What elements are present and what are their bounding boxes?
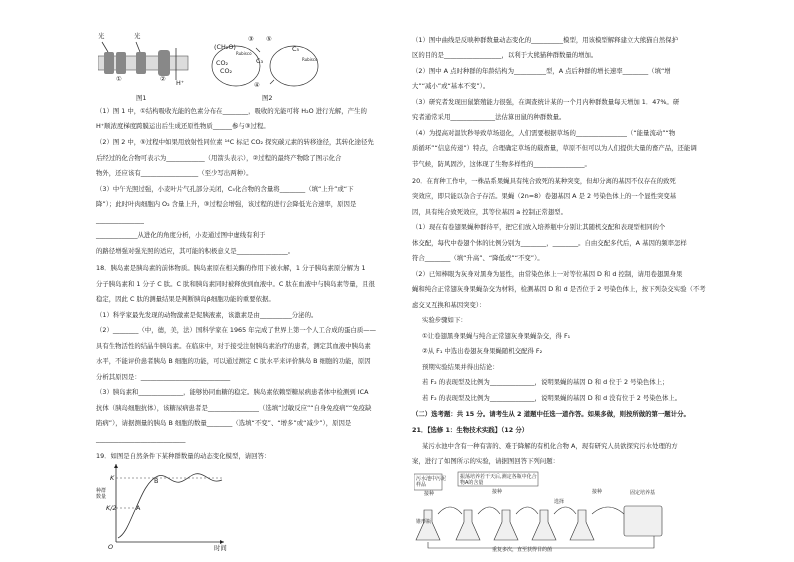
q17-line-3: （2）图 2 中，⑤过程中如果用放射性同位素 ¹⁴C 标记 CO₂ 探究碳元素的转移途径，其转化途径先 [96,138,374,146]
fig2-marker-4: ④ [254,81,260,89]
q19-right-line-9: 节气候，防风固沙，这体现了生物多样性的________________。 [412,160,591,168]
q17-line-4: 后经过的化合物可表示为____________（用箭头表示），②过程的最终产物除了图示化合 [96,154,342,162]
q19-intro: 19．如图是自然条件下某种群数量的动态变化模型，请回答： [96,452,271,460]
graph-x-axis-label: 时间 [214,544,227,552]
q20-line-7: （2）已知棒眼为灰身对黑身为显性，由常染色体上一对等位基因 D 和 d 控制，请用卷翅黑身果 [412,270,683,278]
q20-line-5: 体交配，每代中卷翅个体的比例分别为________，________。自由交配多代后，A 基因的频率怎样 [412,239,687,247]
q17-line-1: （1）图 1 中，①结构吸收光能的色素分布在________，吸收的光能可将 H₂O 进行光解，产生的 [96,107,367,115]
q20-line-2: 突效应，即只能以杂合子存活。果蝇（2n=8）卷翅基因 A 是 2 号染色体上的一个显性突变基 [412,192,677,200]
q17-line-7: 降”）；此时叶肉细胞内 O₂ 含量上升，③过程会增强，该过程的进行会降低光合速率，原因是 [96,200,357,208]
fig1-marker-2: ② [160,75,166,83]
graph-origin-label: O [108,543,114,551]
q21-line-2: 案，进行了如图所示的实验，请据图回答下列问题： [412,457,559,465]
q19-right-line-2: 区的目的是__________________，以利于大熊猫种群数量的增加。 [412,51,598,59]
fig2-co2-label-2: CO₂ [220,67,233,75]
q20-line-14: 若 F₂ 的表现型及比例为______________，说明果蝇的基因 D 和 d 位于 2 号染色体上； [422,378,669,386]
diagram-flask-label: 锥形瓶 [416,519,432,525]
q20-line-15: 若 F₂ 的表现型及比例为______________，说明果蝇的基因 D 和 d 没有位于 2 号染色体上。 [422,394,682,402]
fig2-marker-5: ⑤ [266,35,272,43]
q18-line-2: 分子胰岛素和 1 分子 C 肽。C 肽和胰岛素同时被释放到血液中。C 肽在血液中与胰岛素等量，且很 [96,280,375,288]
q19-right-line-4: 大”“减小”或“基本不变”）。 [412,82,490,90]
q20-line-10: 实验步骤如下： [422,316,467,324]
q21-title: 21．【选修 1：生物技术实践】（12 分） [412,426,529,434]
diagram-step-label: 振荡培养若干天后,测定各瓶中化合物A的含量 [460,474,537,486]
fig2-co2-label-1: CO₂ [216,59,229,67]
fig2-caption: 图2 [262,94,273,102]
q18-line-8: 分析其原因是：____________________________ [96,373,231,381]
q20-line-12: ②从 F₁ 中选出卷翅灰身果蝇随机交配得 F₂ [422,347,543,355]
q18-line-12: ____________________________ [96,435,186,443]
graph-point-a: A [136,504,141,512]
q18-line-1: 18．胰岛素是胰岛素的前体物质。胰岛素原在相关酶的作用下被水解，1 分子胰岛素原分解为 1 [96,264,366,272]
fig2-ch2o-label: (CH₂O) [214,43,236,51]
q18-line-7: 水平，不能评价患者胰岛 B 细胞的功能，可以通过测定 C 肽水平来评价胰岛 B 细胞的功能，原因 [96,357,371,365]
q18-line-11: 陷病”），请据测量的胰岛 B 细胞的数量________（选填“不变”、“增多”或“减少”），原因是 [96,419,352,427]
graph-point-b: B [154,477,159,485]
elective-section-title: （二）选考题：共 15 分。请考生从 2 道题中任选一道作答。如果多做，则按所做的第一题计分。 [412,410,690,418]
graph-k2-label: K/2 [106,504,117,512]
q19-right-line-3: （2）图中 A 点时种群的年龄结构为__________型，A 点后种群的增长速率________（填“增 [412,67,671,75]
experiment-flow-diagram [414,470,676,556]
q18-line-3: 稳定，因此 C 肽的测量结果是判断胰岛β细胞功能的重要依据。 [96,295,275,303]
q17-line-10: 的路径增强对强光照的适应，其可能的积极意义是________________。 [96,247,295,255]
right-column [412,0,730,562]
q17-line-5: 物外，还应该有__________________（至少写出两种）。 [96,169,253,177]
q20-line-1: 20．在育种工作中，一株品系果蝇具有纯合致死的某种突变，但却分离的基因不仅存在的致死 [412,177,676,185]
q18-line-10: 抗体（胰岛细胞抗体），该糖尿病患者是________________（选填“过敏反应”“自身免疫病”“免疫缺 [96,404,372,412]
q20-line-3: 因，具有纯合致死效应，其等位基因 a 控制正常翅型。 [412,208,567,216]
diagram-bottom-label: 重复多次，直至获得目的菌 [492,547,553,553]
q19-right-line-7: （4）为提高对温饮秒导致草场退化，人们需要根据草场的________________（“能量流动”“物 [412,129,676,137]
q17-line-8: _______________ [96,216,144,224]
diagram-inoculate-label-1: 接种 [592,489,603,495]
diagram-select-label: 选择 [554,499,565,505]
fig2-rubisco-label-2: Rubisco [302,57,318,62]
q18-line-4: （1）科学家最先发现的动物激素是促胰液素，该激素是由__________分泌的。 [96,311,318,319]
graph-y-axis-label: 种群数量 [96,488,107,500]
q19-right-line-6: 究者通常采用______________法估算田鼠的种群数量。 [412,113,566,121]
q19-right-line-8: 质循环”“信息传递”）特点，合理确定草场的载畜量，草原不但可以为人们提供大量的畜产品，还能调 [412,144,697,152]
fig1-light-label-2: 光 [134,32,141,40]
q18-line-9: （3）胰岛素和______________，能够协同血糖的稳定。胰岛素依赖型糖尿病患者体中检测到 ICA [96,388,369,396]
diagram-left-inoculate-label: 接种 [424,491,435,497]
fig2-marker-3: ③ [248,35,254,43]
q20-line-11: ①让卷翅黑身果蝇与纯合正常翅灰身果蝇杂交，得 F₁ [422,332,571,340]
q17-line-2: H⁺顺浓度梯度跨膜运出后生成还原性物质______参与③过程。 [96,122,270,130]
figure-1-membrane [98,36,190,100]
q19-right-line-5: （3）研究者发现田鼠繁殖能力很强，在调查统计某的一个月内种群数量每天增加 1．47%。研 [412,98,680,106]
q17-line-9: _____________从进化的角度分析，小麦通过图中虚线有利于 [96,231,266,239]
q20-line-6: 符合________（填“升高”、“降低或”“不变”）。 [412,254,544,262]
fig1-hplus-label: H⁺ [176,79,185,87]
q17-line-6: （3）中午光照过强，小麦叶片气孔部分关闭，C₅化合物的含量将________（填“上升”或“下 [96,185,354,193]
left-column [96,0,396,562]
fig1-caption: 图1 [136,94,147,102]
fig2-rubisco-label-1: Rubisco [236,51,252,56]
q19-right-line-1: （1）图中曲线是反映种群数量动态变化的__________模型，用该模型解释建立大熊猫自然保护 [412,36,679,44]
q20-line-13: 预期实验结果并得出结论： [422,363,499,371]
q20-line-8: 蝇和纯合正常翅灰身果蝇杂交为材料，检测基因 D 和 d 是否位于 2 号染色体上，按下列杂交实验（不考 [412,285,706,293]
fig2-c5-label: C₅ [292,45,300,53]
q18-line-6: 具有生物活性的结晶牛胰岛素。在临床中，对于接受注射胰岛素治疗的患者，测定其血液中胰岛素 [96,342,371,350]
q18-line-5: （2）________（中，德，美，法）国科学家在 1965 年完成了世界上第一个人工合成的蛋白质—— [96,326,377,334]
fig1-marker-1: ① [116,75,122,83]
fig1-light-label-1: 光 [98,32,105,40]
q20-line-9: 虑交叉互换和基因突变）： [412,301,486,309]
q20-line-4: （1）现在有卷翅果蝇种群待平，把它们放入培养瓶中分别让其随机交配和表现型相同的个 [412,223,666,231]
diagram-slant-label: 固定培养基 [630,490,656,496]
diagram-sample-label: 污水池中污泥样品 [416,476,447,488]
graph-k-label: K [110,474,115,482]
diagram-inoculate-label-2: 接种 [492,489,503,495]
population-growth-graph [102,462,226,550]
fig2-c3-label: C₃ [256,57,264,65]
q21-line-1: 某污水池中含有一种有害的、难于降解的有机化合物 A，现有研究人员欲探究污水处理的方 [422,442,678,450]
